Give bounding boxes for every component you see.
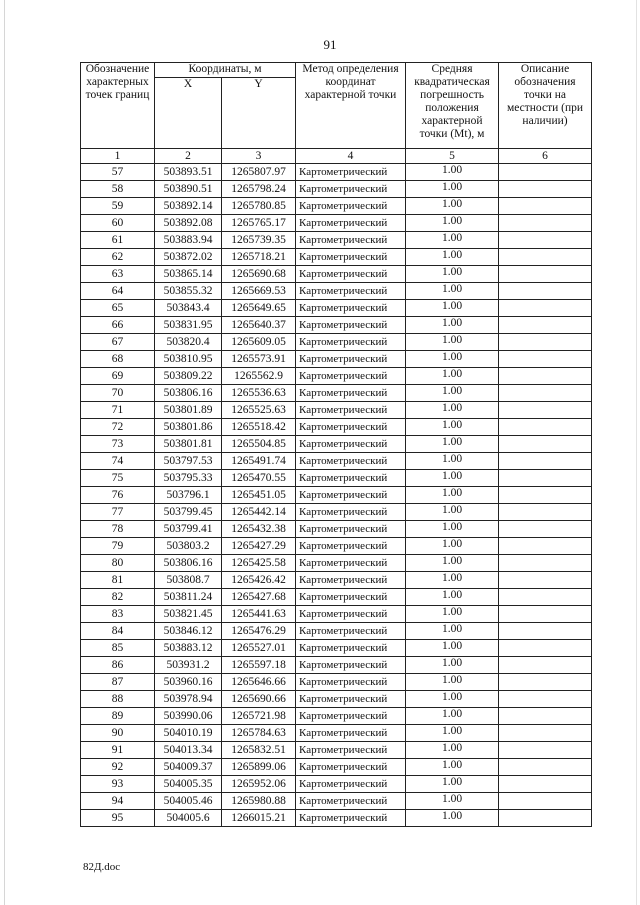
coord-y: 1265536.63 [222,385,296,402]
table-row [81,436,592,453]
coord-y: 1265952.06 [222,776,296,793]
point-number: 59 [81,198,155,215]
accuracy: 1.00 [406,521,499,538]
method: Картометрический [296,334,406,351]
accuracy: 1.00 [406,385,499,402]
coord-y: 1265426.42 [222,572,296,589]
description [499,470,592,487]
point-number: 90 [81,725,155,742]
description [499,657,592,674]
point-number: 89 [81,708,155,725]
table-body [81,164,592,827]
coord-x: 503797.53 [155,453,222,470]
table-row [81,419,592,436]
accuracy: 1.00 [406,810,499,827]
description [499,623,592,640]
coord-y: 1265640.37 [222,317,296,334]
coord-y: 1265451.05 [222,487,296,504]
method: Картометрический [296,215,406,232]
coord-x: 503855.32 [155,283,222,300]
coord-x: 503978.94 [155,691,222,708]
coord-y: 1265980.88 [222,793,296,810]
coord-y: 1265518.42 [222,419,296,436]
description [499,793,592,810]
accuracy: 1.00 [406,504,499,521]
coord-x: 504010.19 [155,725,222,742]
coord-x: 503821.45 [155,606,222,623]
page-number: 91 [323,37,337,52]
coord-y: 1265427.29 [222,538,296,555]
method: Картометрический [296,164,406,181]
table-row [81,249,592,266]
point-number: 95 [81,810,155,827]
coord-x: 503801.86 [155,419,222,436]
point-number: 92 [81,759,155,776]
table-row [81,317,592,334]
accuracy: 1.00 [406,759,499,776]
description [499,368,592,385]
accuracy: 1.00 [406,436,499,453]
description [499,334,592,351]
description [499,810,592,827]
method: Картометрический [296,691,406,708]
description [499,436,592,453]
method: Картометрический [296,810,406,827]
description [499,215,592,232]
coord-x: 503806.16 [155,555,222,572]
coord-x: 503809.22 [155,368,222,385]
coord-y: 1265780.85 [222,198,296,215]
table-row [81,742,592,759]
description [499,266,592,283]
point-number: 75 [81,470,155,487]
coord-y: 1265442.14 [222,504,296,521]
accuracy: 1.00 [406,164,499,181]
table-row [81,674,592,691]
coord-x: 503865.14 [155,266,222,283]
table-row [81,521,592,538]
coord-y: 1265573.91 [222,351,296,368]
coord-y: 1265798.24 [222,181,296,198]
point-number: 63 [81,266,155,283]
coord-x: 503892.08 [155,215,222,232]
description [499,385,592,402]
table-row [81,810,592,827]
point-number: 83 [81,606,155,623]
point-number: 70 [81,385,155,402]
table-row [81,385,592,402]
method: Картометрический [296,368,406,385]
accuracy: 1.00 [406,300,499,317]
method: Картометрический [296,742,406,759]
point-number: 73 [81,436,155,453]
header-accuracy: Средняя квадратическая погрешность положения характерной точки (Mt), м [406,63,499,149]
coord-x: 503883.12 [155,640,222,657]
description [499,708,592,725]
accuracy: 1.00 [406,181,499,198]
coord-y: 1265649.65 [222,300,296,317]
method: Картометрический [296,232,406,249]
coord-y: 1265504.85 [222,436,296,453]
description [499,232,592,249]
coord-x: 503810.95 [155,351,222,368]
method: Картометрический [296,300,406,317]
coord-y: 1265476.29 [222,623,296,640]
coord-x: 503820.4 [155,334,222,351]
point-number: 86 [81,657,155,674]
point-number: 76 [81,487,155,504]
description [499,181,592,198]
accuracy: 1.00 [406,589,499,606]
table-row [81,776,592,793]
method: Картометрический [296,538,406,555]
point-number: 74 [81,453,155,470]
coord-x: 504005.6 [155,810,222,827]
point-number: 67 [81,334,155,351]
coord-x: 503890.51 [155,181,222,198]
coord-y: 1265832.51 [222,742,296,759]
accuracy: 1.00 [406,708,499,725]
table-row [81,215,592,232]
description [499,198,592,215]
accuracy: 1.00 [406,368,499,385]
method: Картометрический [296,759,406,776]
coord-x: 503799.41 [155,521,222,538]
coordinates-table [80,62,592,827]
point-number: 62 [81,249,155,266]
coord-x: 503990.06 [155,708,222,725]
coord-x: 503801.81 [155,436,222,453]
method: Картометрический [296,249,406,266]
accuracy: 1.00 [406,266,499,283]
coord-y: 1265739.35 [222,232,296,249]
coord-y: 1265525.63 [222,402,296,419]
accuracy: 1.00 [406,334,499,351]
point-number: 72 [81,419,155,436]
accuracy: 1.00 [406,793,499,810]
coord-x: 503799.45 [155,504,222,521]
method: Картометрический [296,776,406,793]
coord-y: 1265718.21 [222,249,296,266]
header-description: Описание обозначения точки на местности (при наличии) [499,63,592,149]
coord-y: 1265765.17 [222,215,296,232]
description [499,691,592,708]
point-number: 61 [81,232,155,249]
description [499,317,592,334]
description [499,742,592,759]
accuracy: 1.00 [406,215,499,232]
coord-y: 1265597.18 [222,657,296,674]
point-number: 93 [81,776,155,793]
header-method: Метод определения координат характерной точки [296,63,406,149]
point-number: 81 [81,572,155,589]
method: Картометрический [296,385,406,402]
coord-y: 1265432.38 [222,521,296,538]
coord-y: 1265784.63 [222,725,296,742]
column-number: 3 [222,149,296,164]
description [499,419,592,436]
method: Картометрический [296,419,406,436]
table-row [81,402,592,419]
method: Картометрический [296,283,406,300]
table-row [81,725,592,742]
method: Картометрический [296,555,406,572]
point-number: 94 [81,793,155,810]
point-number: 57 [81,164,155,181]
table-row [81,334,592,351]
description [499,725,592,742]
accuracy: 1.00 [406,623,499,640]
table-row [81,351,592,368]
method: Картометрический [296,521,406,538]
description [499,555,592,572]
scan-edge-left [4,0,5,905]
point-number: 64 [81,283,155,300]
table-row [81,793,592,810]
table-row [81,691,592,708]
accuracy: 1.00 [406,402,499,419]
table-row [81,657,592,674]
coord-x: 503893.51 [155,164,222,181]
accuracy: 1.00 [406,657,499,674]
coord-y: 1265491.74 [222,453,296,470]
point-number: 69 [81,368,155,385]
coord-y: 1265527.01 [222,640,296,657]
header-x: X [155,78,222,149]
coord-x: 503883.94 [155,232,222,249]
coord-y: 1265690.66 [222,691,296,708]
table-row [81,708,592,725]
method: Картометрический [296,572,406,589]
description [499,759,592,776]
coord-x: 503803.2 [155,538,222,555]
coord-y: 1265609.05 [222,334,296,351]
method: Картометрический [296,351,406,368]
description [499,164,592,181]
coord-x: 503801.89 [155,402,222,419]
accuracy: 1.00 [406,453,499,470]
method: Картометрический [296,606,406,623]
column-number: 2 [155,149,222,164]
point-number: 82 [81,589,155,606]
description [499,300,592,317]
accuracy: 1.00 [406,742,499,759]
table-row [81,283,592,300]
coord-y: 1265427.68 [222,589,296,606]
coord-y: 1265562.9 [222,368,296,385]
header-y: Y [222,78,296,149]
coord-x: 503795.33 [155,470,222,487]
table-row [81,640,592,657]
accuracy: 1.00 [406,232,499,249]
method: Картометрический [296,198,406,215]
coord-x: 503843.4 [155,300,222,317]
method: Картометрический [296,504,406,521]
coord-y: 1265807.97 [222,164,296,181]
point-number: 88 [81,691,155,708]
accuracy: 1.00 [406,317,499,334]
coord-y: 1266015.21 [222,810,296,827]
description [499,402,592,419]
point-number: 77 [81,504,155,521]
description [499,351,592,368]
description [499,776,592,793]
column-number: 5 [406,149,499,164]
coord-x: 504009.37 [155,759,222,776]
table-row [81,470,592,487]
method: Картометрический [296,453,406,470]
method: Картометрический [296,725,406,742]
accuracy: 1.00 [406,606,499,623]
table-row [81,368,592,385]
point-number: 80 [81,555,155,572]
coord-x: 503831.95 [155,317,222,334]
point-number: 85 [81,640,155,657]
method: Картометрический [296,674,406,691]
coord-y: 1265690.68 [222,266,296,283]
table-row [81,504,592,521]
description [499,606,592,623]
accuracy: 1.00 [406,283,499,300]
column-number: 4 [296,149,406,164]
accuracy: 1.00 [406,640,499,657]
table-row [81,606,592,623]
description [499,589,592,606]
coord-x: 503931.2 [155,657,222,674]
coord-y: 1265646.66 [222,674,296,691]
coord-y: 1265470.55 [222,470,296,487]
accuracy: 1.00 [406,487,499,504]
accuracy: 1.00 [406,419,499,436]
point-number: 65 [81,300,155,317]
coord-y: 1265899.06 [222,759,296,776]
table-row [81,555,592,572]
scan-edge-right [636,0,637,905]
method: Картометрический [296,266,406,283]
table-row [81,198,592,215]
footer-filename: 82Д.doc [83,861,121,873]
coord-x: 504005.35 [155,776,222,793]
accuracy: 1.00 [406,198,499,215]
column-number: 6 [499,149,592,164]
coord-x: 503872.02 [155,249,222,266]
coord-y: 1265425.58 [222,555,296,572]
point-number: 68 [81,351,155,368]
table-row [81,232,592,249]
accuracy: 1.00 [406,776,499,793]
description [499,453,592,470]
table-row [81,487,592,504]
description [499,640,592,657]
method: Картометрический [296,470,406,487]
method: Картометрический [296,436,406,453]
table-row [81,538,592,555]
point-number: 58 [81,181,155,198]
table-row [81,181,592,198]
coord-x: 503846.12 [155,623,222,640]
point-number: 60 [81,215,155,232]
coord-x: 503796.1 [155,487,222,504]
method: Картометрический [296,487,406,504]
table-row [81,623,592,640]
accuracy: 1.00 [406,691,499,708]
description [499,674,592,691]
coord-y: 1265441.63 [222,606,296,623]
method: Картометрический [296,589,406,606]
description [499,283,592,300]
table-row [81,572,592,589]
method: Картометрический [296,623,406,640]
coord-x: 504013.34 [155,742,222,759]
description [499,249,592,266]
table-row [81,300,592,317]
coord-x: 503811.24 [155,589,222,606]
header-coordinates: Координаты, м [155,63,296,78]
point-number: 66 [81,317,155,334]
coord-y: 1265721.98 [222,708,296,725]
point-number: 84 [81,623,155,640]
coord-x: 503892.14 [155,198,222,215]
description [499,521,592,538]
method: Картометрический [296,793,406,810]
accuracy: 1.00 [406,249,499,266]
accuracy: 1.00 [406,725,499,742]
coord-x: 503806.16 [155,385,222,402]
description [499,538,592,555]
accuracy: 1.00 [406,674,499,691]
method: Картометрический [296,657,406,674]
column-number: 1 [81,149,155,164]
point-number: 79 [81,538,155,555]
point-number: 91 [81,742,155,759]
method: Картометрический [296,640,406,657]
coord-x: 504005.46 [155,793,222,810]
header-designation: Обозначение характерных точек границ [81,63,155,149]
accuracy: 1.00 [406,572,499,589]
table-row [81,164,592,181]
table-row [81,453,592,470]
point-number: 71 [81,402,155,419]
accuracy: 1.00 [406,555,499,572]
table-row [81,589,592,606]
method: Картометрический [296,181,406,198]
table-row [81,266,592,283]
accuracy: 1.00 [406,470,499,487]
accuracy: 1.00 [406,351,499,368]
description [499,504,592,521]
method: Картометрический [296,317,406,334]
point-number: 78 [81,521,155,538]
description [499,572,592,589]
accuracy: 1.00 [406,538,499,555]
coord-x: 503960.16 [155,674,222,691]
coord-y: 1265669.53 [222,283,296,300]
coord-x: 503808.7 [155,572,222,589]
description [499,487,592,504]
table-row [81,759,592,776]
method: Картометрический [296,402,406,419]
point-number: 87 [81,674,155,691]
method: Картометрический [296,708,406,725]
